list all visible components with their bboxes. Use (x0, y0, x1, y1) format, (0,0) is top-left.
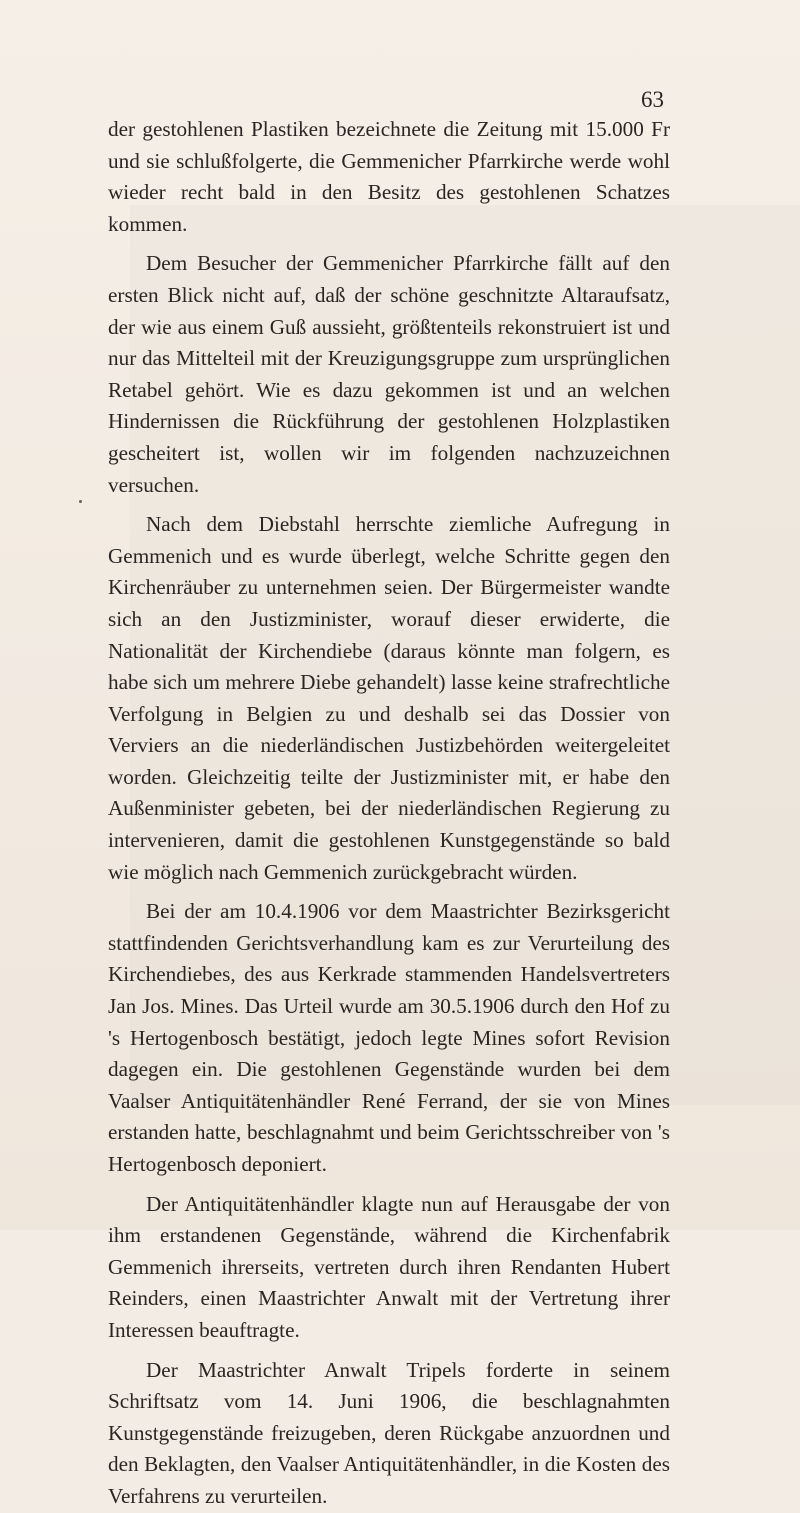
paragraph-6: Der Maastrichter Anwalt Tripels forderte in seinem Schriftsatz vom 14. Juni 1906, die beschlagnahmten Kunstgegenstände freizugeben, deren Rückgabe anzuordnen und den Beklagten, den Vaalser Antiquitätenhändler, in die Kosten des Verfahrens zu verurteilen. (108, 1357, 670, 1508)
paragraph-3: Nach dem Diebstahl herrschte ziemliche Aufregung in Gemmenich und es wurde überlegt, welche Schritte gegen den Kirchenräuber zu unternehmen seien. Der Bürgermeister wandte sich an den Justizminister, worauf dieser erwiderte, die Nationalität der Kirchendiebe (daraus könnte man folgern, es habe sich um mehrere Diebe gehandelt) lasse keine strafrechtliche Verfolgung in Belgien zu und deshalb sei das Dossier von Verviers an die niederländischen Justizbehörden weitergeleitet worden. Gleichzeitig teilte der Justizminister mit, er habe den Außenminister gebeten, bei der niederländischen Regierung zu intervenieren, damit die gestohlenen Kunstgegenstände so bald wie möglich nach Gemmenich zurückgebracht würden. (108, 512, 670, 884)
margin-dot (79, 500, 82, 503)
paragraph-1: der gestohlenen Plastiken bezeichnete die Zeitung mit 15.000 Fr und sie schlußfolgerte, die Gemmenicher Pfarrkirche werde wohl wieder recht bald in den Besitz des gestohlenen Schatzes kommen. (108, 117, 670, 236)
body-text (108, 114, 670, 1513)
paragraph-5: Der Antiquitätenhändler klagte nun auf Herausgabe der von ihm erstandenen Gegenstände, während die Kirchenfabrik Gemmenich ihrerseits, vertreten durch ihren Rendanten Hubert Reinders, einen Maastrichter Anwalt mit der Vertretung ihrer Interessen beauftragte. (108, 1191, 670, 1342)
paragraph-2: Dem Besucher der Gemmenicher Pfarrkirche fällt auf den ersten Blick nicht auf, daß der schöne geschnitzte Altaraufsatz, der wie aus einem Guß aussieht, größtenteils rekonstruiert ist und nur das Mittelteil mit der Kreuzigungsgruppe zum ursprünglichen Retabel gehört. Wie es dazu gekommen ist und an welchen Hindernissen die Rückführung der gestohlenen Holzplastiken gescheitert ist, wollen wir im folgenden nachzuzeichnen versuchen. (108, 251, 670, 497)
paragraph-4: Bei der am 10.4.1906 vor dem Maastrichter Bezirksgericht stattfindenden Gerichtsverhandlung kam es zur Verurteilung des Kirchendiebes, des aus Kerkrade stammenden Handelsvertreters Jan Jos. Mines. Das Urteil wurde am 30.5.1906 durch den Hof zu 's Hertogenbosch bestätigt, jedoch legte Mines sofort Revision dagegen ein. Die gestohlenen Gegenstände wurden bei dem Vaalser Antiquitätenhändler René Ferrand, der sie von Mines erstanden hatte, beschlagnahmt und beim Gerichtsschreiber von 's Hertogenbosch deponiert. (108, 899, 670, 1176)
page-number: 63 (641, 87, 664, 112)
